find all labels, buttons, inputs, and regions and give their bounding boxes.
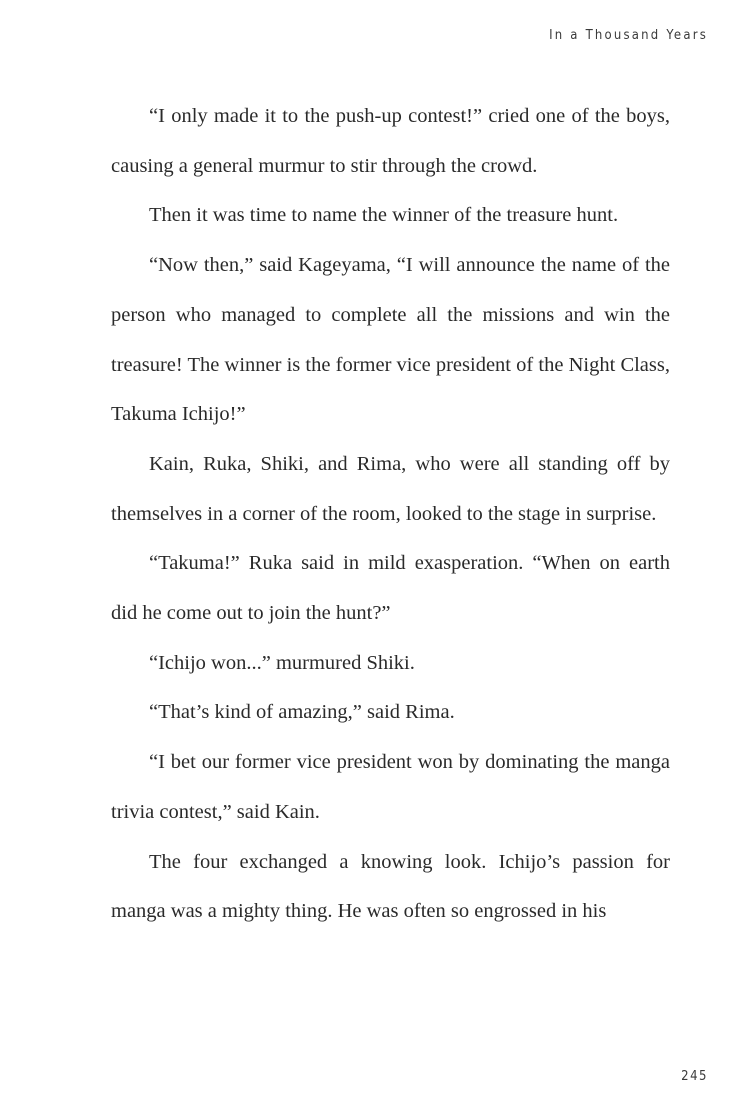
paragraph: “I only made it to the push-up contest!” cried one of the boys, causing a general murmur to stir through the crowd.: [111, 105, 670, 177]
paragraph: The four exchanged a knowing look. Ichijo’s passion for manga was a mighty thing. He was often so engrossed in his: [111, 850, 670, 923]
paragraph: Then it was time to name the winner of the treasure hunt.: [149, 204, 619, 227]
body-text: [111, 92, 670, 937]
paragraph: “That’s kind of amazing,” said Rima.: [149, 701, 455, 724]
paragraph: “Takuma!” Ruka said in mild exasperation. “When on earth did he come out to join the hunt?”: [111, 552, 670, 625]
running-header: In a Thousand Years: [549, 28, 708, 43]
paragraph: “Now then,” said Kageyama, “I will announce the name of the person who managed to complete all the missions and win the treasure! The winner is the former vice president of the Night Class, Takuma Ichijo!”: [111, 254, 670, 426]
page-number: 245: [681, 1069, 708, 1084]
paragraph: “Ichijo won...” murmured Shiki.: [149, 651, 415, 674]
paragraph: Kain, Ruka, Shiki, and Rima, who were all standing off by themselves in a corner of the room, looked to the stage in surprise.: [111, 452, 670, 525]
paragraph: “I bet our former vice president won by dominating the manga trivia contest,” said Kain.: [111, 751, 670, 823]
